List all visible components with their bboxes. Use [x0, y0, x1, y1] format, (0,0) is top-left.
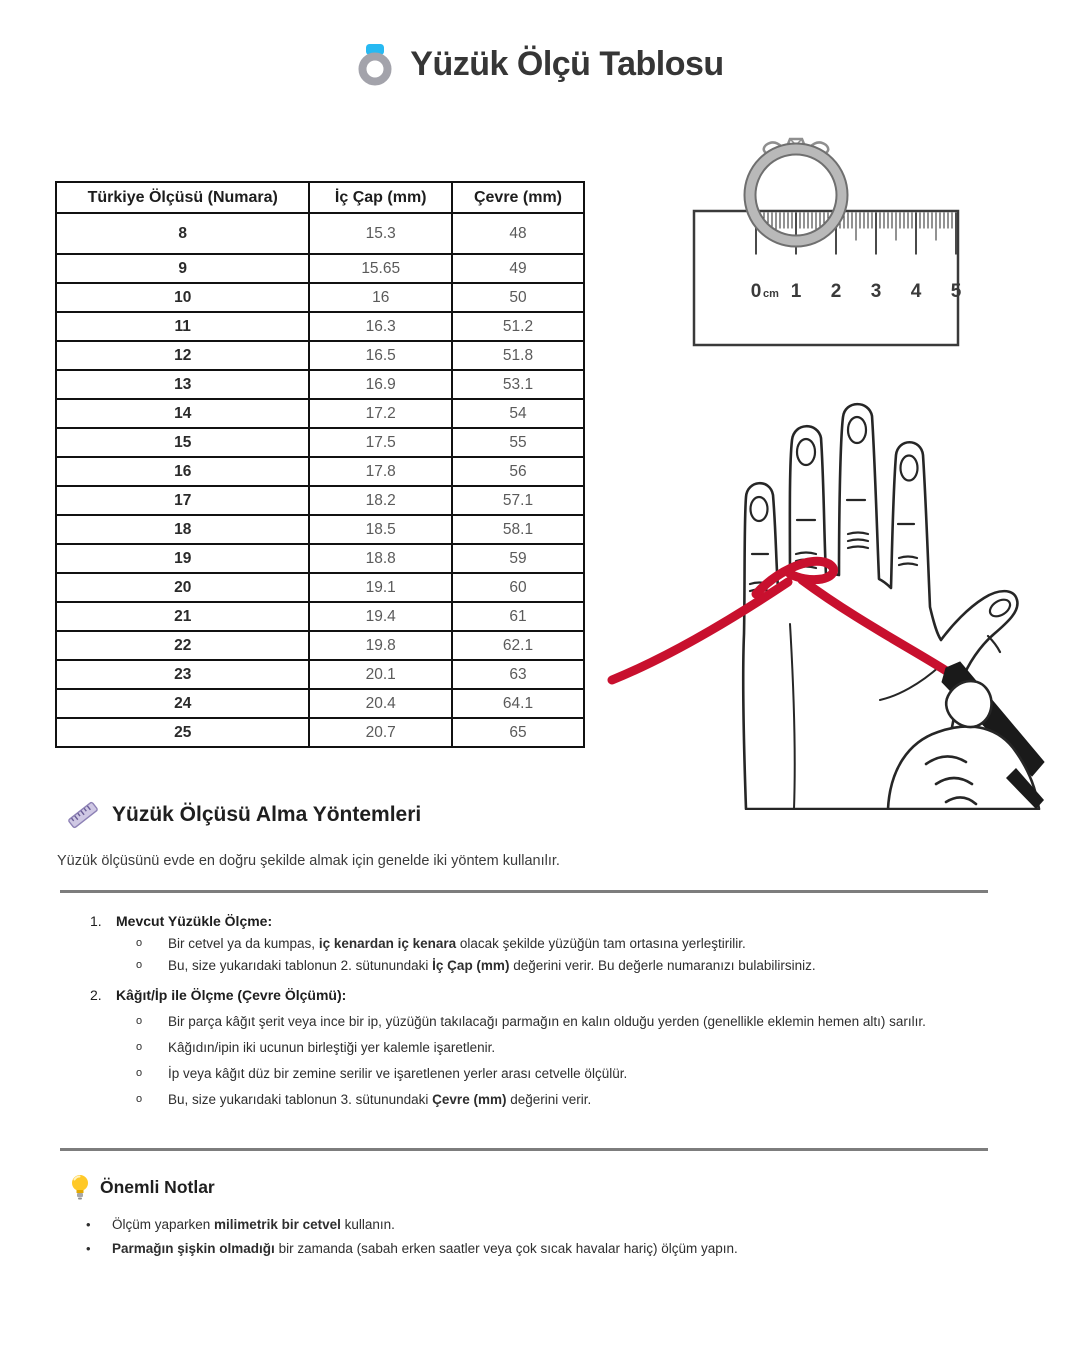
note-bullet — [86, 1241, 986, 1256]
bullet-marker: • — [86, 1217, 91, 1232]
bullet-marker: o — [136, 959, 143, 971]
method-title: Kâğıt/İp ile Ölçme (Çevre Ölçümü): — [116, 987, 347, 1003]
notes-title: Önemli Notlar — [100, 1176, 215, 1197]
method-bullet — [90, 1014, 990, 1029]
size-table-header-row — [56, 182, 584, 213]
diameter-cell: 17.8 — [309, 457, 452, 486]
methods-intro: Yüzük ölçüsünü evde en doğru şekilde almak için genelde iki yöntem kullanılır. — [57, 853, 560, 869]
table-row — [56, 312, 584, 341]
method-bullet — [90, 1066, 990, 1081]
table-row — [56, 718, 584, 747]
size-cell: 13 — [56, 370, 309, 399]
list-number: 2. — [90, 987, 102, 1003]
diameter-cell: 15.3 — [309, 213, 452, 254]
size-cell: 14 — [56, 399, 309, 428]
size-cell: 9 — [56, 254, 309, 283]
size-cell: 19 — [56, 544, 309, 573]
svg-text:0: 0 — [750, 281, 762, 302]
bullet-text: Bu, size yukarıdaki tablonun 3. sütunundaki Çevre (mm) değerini verir. — [168, 1092, 592, 1107]
size-cell: 22 — [56, 631, 309, 660]
size-cell: 23 — [56, 660, 309, 689]
svg-text:cm: cm — [763, 288, 779, 300]
diameter-cell: 20.4 — [309, 689, 452, 718]
bullet-text: Kâğıdın/ipin iki ucunun birleştiği yer kalemle işaretlenir. — [168, 1040, 496, 1055]
svg-text:4: 4 — [910, 281, 922, 302]
circumference-cell: 62.1 — [452, 631, 584, 660]
table-row — [56, 602, 584, 631]
method-title: Mevcut Yüzükle Ölçme: — [116, 913, 273, 929]
size-cell: 24 — [56, 689, 309, 718]
column-header: İç Çap (mm) — [309, 182, 452, 213]
bullet-text: Bu, size yukarıdaki tablonun 2. sütunundaki İç Çap (mm) değerini verir. Bu değerle numaranızı bulabilirsiniz. — [168, 958, 816, 973]
table-row — [56, 457, 584, 486]
method-bullet — [90, 936, 990, 951]
svg-text:1: 1 — [790, 281, 802, 302]
size-cell: 18 — [56, 515, 309, 544]
circumference-cell: 50 — [452, 283, 584, 312]
size-cell: 20 — [56, 573, 309, 602]
table-row — [56, 689, 584, 718]
method-bullet — [90, 1040, 990, 1055]
method-item — [90, 987, 990, 1107]
table-row — [56, 370, 584, 399]
methods-title: Yüzük Ölçüsü Alma Yöntemleri — [112, 803, 422, 826]
methods-list — [90, 913, 990, 1121]
size-table — [55, 181, 585, 748]
note-bullet — [86, 1217, 986, 1232]
size-table-container — [55, 181, 585, 748]
note-text: Ölçüm yaparken milimetrik bir cetvel kullanın. — [112, 1217, 395, 1232]
divider — [60, 1148, 988, 1151]
diameter-cell: 19.1 — [309, 573, 452, 602]
diameter-cell: 20.1 — [309, 660, 452, 689]
diameter-cell: 15.65 — [309, 254, 452, 283]
bullet-marker: • — [86, 1241, 91, 1256]
circumference-cell: 49 — [452, 254, 584, 283]
table-row — [56, 573, 584, 602]
note-text: Parmağın şişkin olmadığı bir zamanda (sabah erken saatler veya çok sıcak havalar hariç) ölçüm yapın. — [112, 1241, 738, 1256]
diameter-cell: 16.3 — [309, 312, 452, 341]
table-row — [56, 486, 584, 515]
diameter-cell: 16 — [309, 283, 452, 312]
bullet-marker: o — [136, 937, 143, 949]
circumference-cell: 55 — [452, 428, 584, 457]
ring-icon — [356, 42, 394, 86]
table-row — [56, 341, 584, 370]
circumference-cell: 51.2 — [452, 312, 584, 341]
list-number: 1. — [90, 913, 102, 929]
diameter-cell: 19.4 — [309, 602, 452, 631]
circumference-cell: 59 — [452, 544, 584, 573]
svg-text:3: 3 — [870, 281, 882, 302]
column-header: Türkiye Ölçüsü (Numara) — [56, 182, 309, 213]
svg-text:2: 2 — [830, 281, 842, 302]
size-cell: 25 — [56, 718, 309, 747]
circumference-cell: 54 — [452, 399, 584, 428]
table-row — [56, 660, 584, 689]
lightbulb-icon — [70, 1174, 90, 1200]
size-cell: 11 — [56, 312, 309, 341]
circumference-cell: 63 — [452, 660, 584, 689]
table-row — [56, 254, 584, 283]
diameter-cell: 17.2 — [309, 399, 452, 428]
method-item — [90, 913, 990, 973]
diameter-cell: 20.7 — [309, 718, 452, 747]
bullet-marker: o — [136, 1041, 143, 1053]
notes-heading — [70, 1174, 215, 1200]
divider — [60, 890, 988, 893]
circumference-cell: 64.1 — [452, 689, 584, 718]
ring-on-ruler-illustration — [686, 133, 966, 355]
notes-list — [86, 1217, 986, 1265]
table-row — [56, 399, 584, 428]
bullet-text: Bir cetvel ya da kumpas, iç kenardan iç kenara olacak şekilde yüzüğün tam ortasına yerleştirilir. — [168, 936, 746, 951]
circumference-cell: 65 — [452, 718, 584, 747]
size-cell: 8 — [56, 213, 309, 254]
diameter-cell: 16.5 — [309, 341, 452, 370]
size-cell: 15 — [56, 428, 309, 457]
size-cell: 17 — [56, 486, 309, 515]
methods-heading — [66, 800, 421, 830]
table-row — [56, 213, 584, 254]
circumference-cell: 56 — [452, 457, 584, 486]
circumference-cell: 53.1 — [452, 370, 584, 399]
bullet-text: Bir parça kâğıt şerit veya ince bir ip, yüzüğün takılacağı parmağın en kalın olduğu yerden (genellikle eklemin hemen altı) sarılır. — [168, 1014, 926, 1029]
table-row — [56, 283, 584, 312]
diameter-cell: 17.5 — [309, 428, 452, 457]
size-cell: 10 — [56, 283, 309, 312]
circumference-cell: 57.1 — [452, 486, 584, 515]
circumference-cell: 58.1 — [452, 515, 584, 544]
table-row — [56, 515, 584, 544]
circumference-cell: 48 — [452, 213, 584, 254]
table-row — [56, 544, 584, 573]
bullet-marker: o — [136, 1015, 143, 1027]
diameter-cell: 18.5 — [309, 515, 452, 544]
svg-text:5: 5 — [950, 281, 962, 302]
diameter-cell: 16.9 — [309, 370, 452, 399]
column-header: Çevre (mm) — [452, 182, 584, 213]
table-row — [56, 428, 584, 457]
bullet-marker: o — [136, 1067, 143, 1079]
page-title: Yüzük Ölçü Tablosu — [410, 44, 724, 83]
method-bullet — [90, 958, 990, 973]
table-row — [56, 631, 584, 660]
size-cell: 21 — [56, 602, 309, 631]
diameter-cell: 18.8 — [309, 544, 452, 573]
circumference-cell: 61 — [452, 602, 584, 631]
circumference-cell: 51.8 — [452, 341, 584, 370]
ruler-icon — [66, 800, 100, 830]
circumference-cell: 60 — [452, 573, 584, 602]
size-table-body — [56, 213, 584, 747]
page-header — [0, 42, 1080, 86]
size-cell: 12 — [56, 341, 309, 370]
bullet-text: İp veya kâğıt düz bir zemine serilir ve işaretlenen yerler arası cetvelle ölçülür. — [168, 1066, 628, 1081]
diameter-cell: 18.2 — [309, 486, 452, 515]
size-cell: 16 — [56, 457, 309, 486]
bullet-marker: o — [136, 1093, 143, 1105]
method-bullet — [90, 1092, 990, 1107]
diameter-cell: 19.8 — [309, 631, 452, 660]
hand-string-illustration — [596, 372, 1048, 810]
